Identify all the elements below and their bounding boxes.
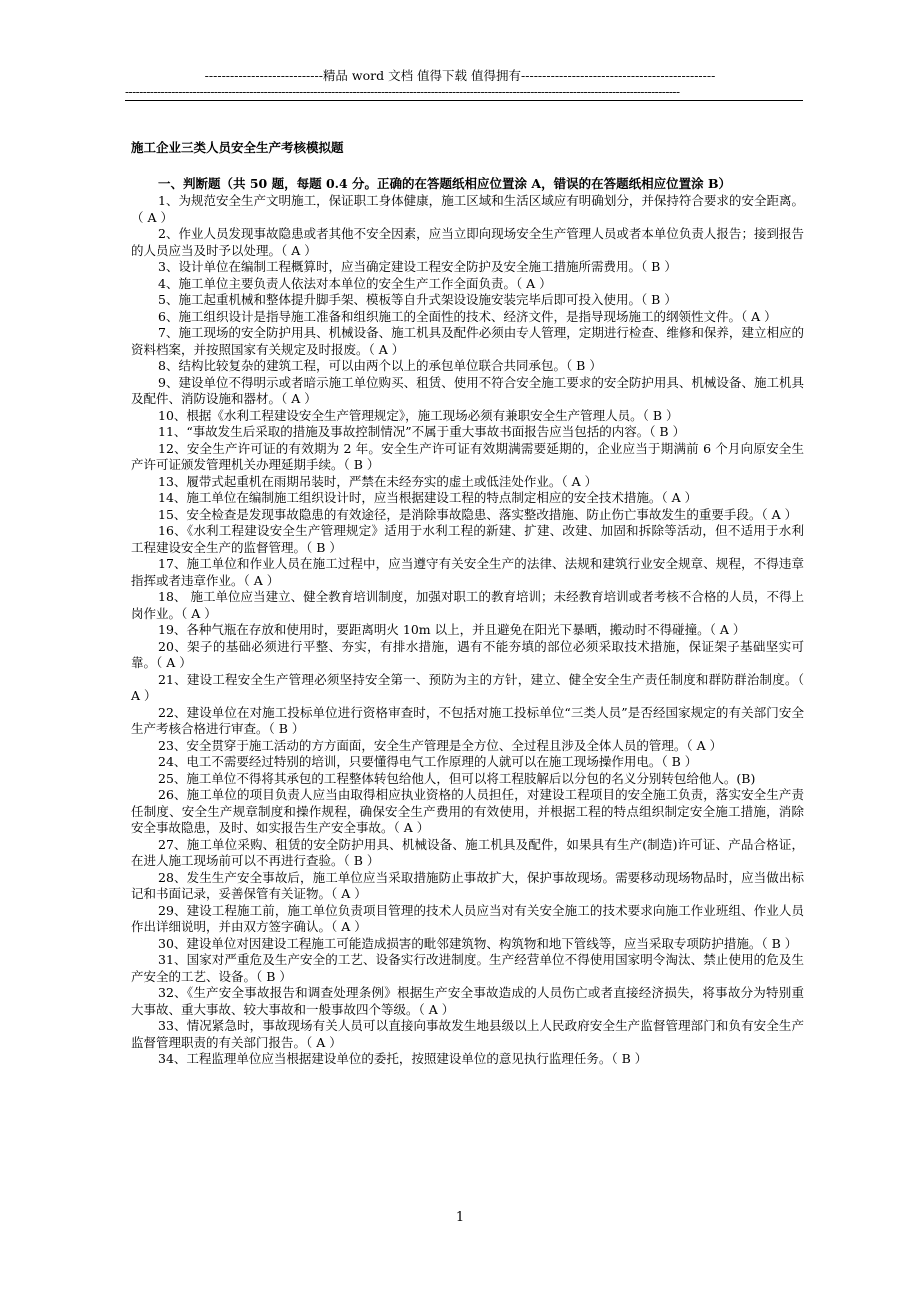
question-item: 13、履带式起重机在雨期吊装时，严禁在未经夯实的虚土或低洼处作业。（ A ） (158, 473, 598, 489)
question-item: 3、设计单位在编制工程概算时，应当确定建设工程安全防护及安全施工措施所需费用。（ B ） (158, 259, 677, 274)
question-item: 26、施工单位的项目负责人应当由取得相应执业资格的人员担任，对建设工程项目的安全施工负责，落实安全生产责任制度、安全生产规章制度和操作规程，确保安全生产费用的有效使用，并根据工程的特点组织制定安全施工措施，消除安全事故隐患，及时、如实报告生产安全事故。（ A ） (131, 787, 804, 835)
page-number: 1 (455, 1210, 465, 1225)
question-item: 33、情况紧急时，事故现场有关人员可以直接向事故发生地县级以上人民政府安全生产监督管理部门和负有安全生产监督管理职责的有关部门报告。（ A ） (131, 1018, 804, 1050)
question-item: 27、施工单位采购、租赁的安全防护用具、机械设备、施工机具及配件，如果具有生产(制造)许可证、产品合格证，在进人施工现场前可以不再进行查验。（ B ） (131, 836, 804, 868)
question-item: 34、工程监理单位应当根据建设单位的委托，按照建设单位的意见执行监理任务。（ B ） (158, 1051, 648, 1066)
question-list (131, 193, 804, 1068)
question-item: 5、施工起重机械和整体提升脚手架、模板等自升式架设设施安装完毕后即可投入使用。（ B ） (158, 292, 677, 307)
question-item: 21、建设工程安全生产管理必须坚持安全第一、预防为主的方针，建立、健全安全生产责任制度和群防群治制度。（ A ） (131, 671, 804, 703)
question-item: 10、根据《水利工程建设安全生产管理规定》，施工现场必须有兼职安全生产管理人员。（ B ） (158, 407, 679, 423)
question-item: 6、施工组织设计是指导施工准备和组织施工的全面性的技术、经济文件，是指导现场施工的纲领性文件。（ A ） (158, 308, 777, 324)
question-item: 18、 施工单位应当建立、健全教育培训制度，加强对职工的教育培训；未经教育培训或者考核不合格的人员，不得上岗作业。（ A ） (131, 589, 804, 621)
question-item: 23、安全贯穿于施工活动的方方面面，安全生产管理是全方位、全过程且涉及全体人员的管理。（ A ） (158, 737, 723, 753)
question-item: 30、建设单位对因建设工程施工可能造成损害的毗邻建筑物、构筑物和地下管线等，应当采取专项防护措施。（ B ） (158, 935, 798, 951)
question-item: 20、架子的基础必须进行平整、夯实，有排水措施，遇有不能夯填的部位必须采取技术措施，保证架子基础坚实可靠。（ A ） (131, 638, 804, 670)
question-item: 7、施工现场的安全防护用具、机械设备、施工机具及配件必须由专人管理，定期进行检查、维修和保养，建立相应的资料档案，并按照国家有关规定及时报废。（ A ） (131, 325, 804, 357)
question-item: 22、建设单位在对施工投标单位进行资格审查时，不包括对施工投标单位“三类人员”是否经国家规定的有关部门安全生产考核合格进行审查。（ B ） (131, 704, 804, 736)
question-item: 2、作业人员发现事故隐患或者其他不安全因素，应当立即向现场安全生产管理人员或者本单位负责人报告；接到报告的人员应当及时予以处理。（ A ） (131, 226, 804, 258)
question-item: 4、施工单位主要负责人依法对本单位的安全生产工作全面负责。（ A ） (158, 275, 552, 291)
question-item: 9、建设单位不得明示或者暗示施工单位购买、租赁、使用不符合安全施工要求的安全防护用具、机械设备、施工机具及配件、消防设施和器材。（ A ） (131, 374, 804, 406)
question-item: 14、施工单位在编制施工组织设计时，应当根据建设工程的特点制定相应的安全技术措施。（ A ） (158, 490, 698, 505)
question-item: 24、电工不需要经过特别的培训，只要懂得电气工作原理的人就可以在施工现场操作用电。（ B ） (158, 754, 698, 769)
document-title: 施工企业三类人员安全生产考核模拟题 (131, 140, 344, 155)
page-header-text: ----------------------------精品 word 文档 值得下载 值得拥有---------------------------------------------- (204, 68, 716, 83)
question-item: 19、各种气瓶在存放和使用时，要距离明火 10m 以上，并且避免在阳光下暴晒，搬动时不得碰撞。（ A ） (158, 622, 746, 637)
page-header-dashes: ------------------------------------------------------------------------------------------------------------------------------------------------------------ (125, 85, 680, 99)
question-item: 29、建设工程施工前，施工单位负责项目管理的技术人员应当对有关安全施工的技术要求向施工作业班组、作业人员作出详细说明，并由双方签字确认。（ A ） (131, 902, 804, 934)
question-item: 32、《生产安全事故报告和调查处理条例》根据生产安全事故造成的人员伤亡或者直接经济损失，将事故分为特别重大事故、重大事故、较大事故和一般事故四个等级。（ A ） (131, 985, 804, 1017)
question-item: 25、施工单位不得将其承包的工程整体转包给他人，但可以将工程肢解后以分包的名义分别转包给他人。(B) (158, 770, 756, 786)
question-item: 17、施工单位和作业人员在施工过程中，应当遵守有关安全生产的法律、法规和建筑行业安全规章、规程，不得违章指挥或者违章作业。（ A ） (131, 556, 804, 588)
question-item: 28、发生生产安全事故后，施工单位应当采取措施防止事故扩大，保护事故现场。需要移动现场物品时，应当做出标记和书面记录，妥善保管有关证物。（ A ） (131, 869, 804, 901)
question-item: 16、《水利工程建设安全生产管理规定》适用于水利工程的新建、扩建、改建、加固和拆除等活动，但不适用于水利工程建设安全生产的监督管理。（ B ） (131, 523, 804, 555)
question-item: 12、安全生产许可证的有效期为 2 年。安全生产许可证有效期满需要延期的，企业应当于期满前 6 个月向原安全生产许可证颁发管理机关办理延期手续。（ B ） (131, 440, 804, 472)
question-item: 1、为规范安全生产文明施工，保证职工身体健康，施工区域和生活区域应有明确划分，并保持符合要求的安全距离。（ A ） (131, 193, 804, 225)
section-heading: 一、判断题（共 50 题，每题 0.4 分。正确的在答题纸相应位置涂 A，错误的在答题纸相应位置涂 B） (158, 176, 732, 191)
header-divider (125, 100, 803, 101)
question-item: 15、安全检查是发现事故隐患的有效途径，是消除事故隐患、落实整改措施、防止伤亡事故发生的重要手段。（ A ） (158, 506, 798, 522)
question-item: 31、国家对严重危及生产安全的工艺、设备实行改进制度。生产经营单位不得使用国家明令淘汰、禁止使用的危及生产安全的工艺、设备。（ B ） (131, 952, 804, 984)
question-item: 11、“事故发生后采取的措施及事故控制情况”不属于重大事故书面报告应当包括的内容。（ B ） (158, 424, 686, 439)
question-item: 8、结构比较复杂的建筑工程，可以由两个以上的承包单位联合共同承包。（ B ） (158, 358, 602, 373)
